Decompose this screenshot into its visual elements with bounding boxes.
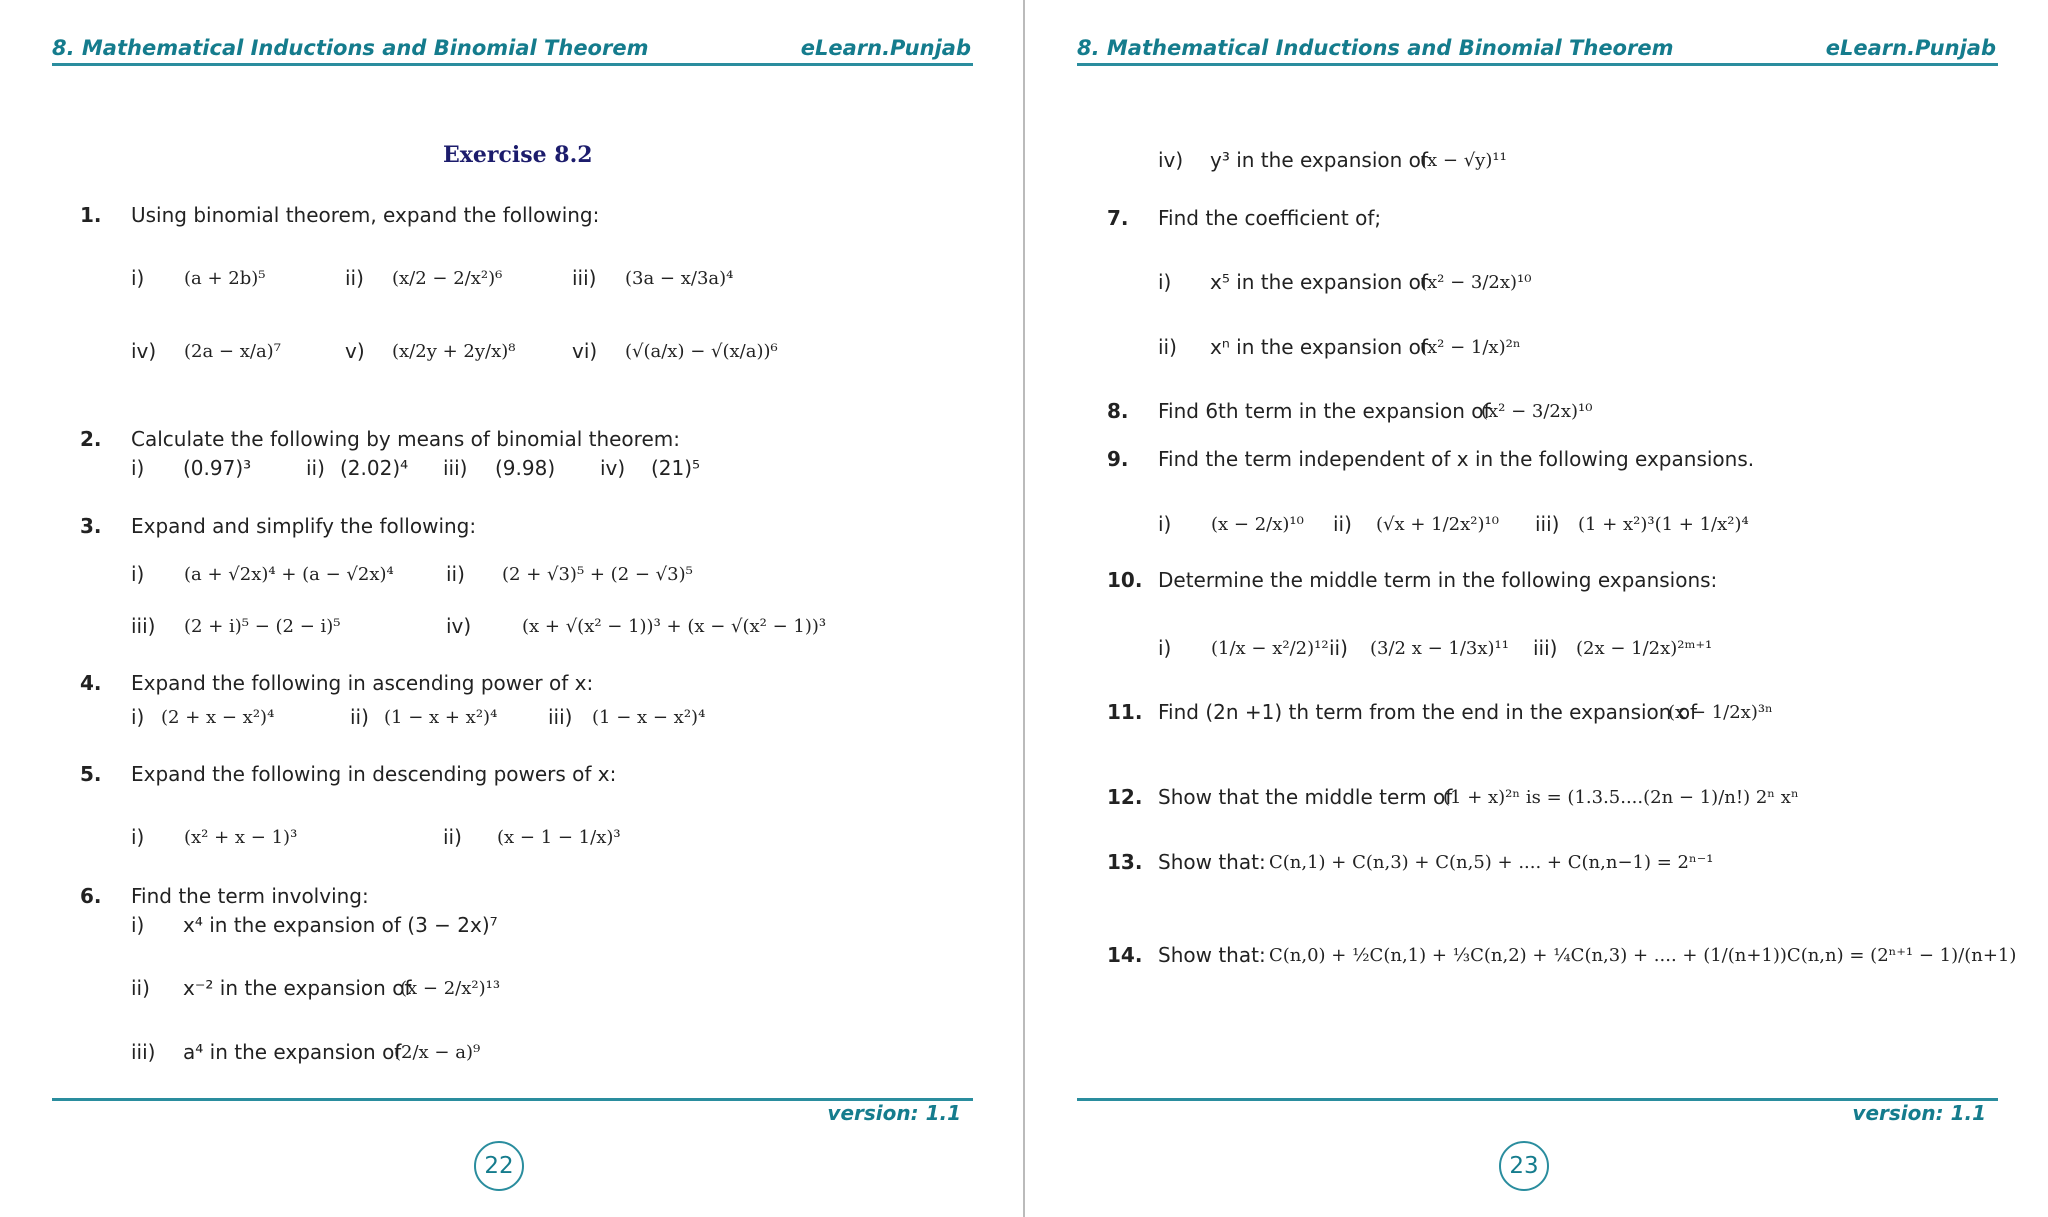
- question-number: 12.: [1107, 785, 1143, 809]
- math-expression: (3/2 x − 1/3x)¹¹: [1370, 638, 1509, 659]
- math-expression: (0.97)³: [183, 456, 252, 480]
- math-expression: (1/x − x²/2)¹²: [1211, 638, 1329, 659]
- question-number: 14.: [1107, 943, 1143, 967]
- math-expression: (x − 2/x)¹⁰: [1211, 514, 1304, 535]
- item-label: ii): [1158, 335, 1177, 359]
- item-text: xⁿ in the expansion of: [1210, 335, 1428, 359]
- item-label: ii): [1333, 512, 1352, 536]
- item-label: iv): [131, 339, 157, 363]
- math-expression: (x² − 3/2x)¹⁰: [1420, 272, 1532, 293]
- math-expression: (2/x − a)⁹: [394, 1042, 481, 1063]
- version-label: version: 1.1: [1852, 1101, 1986, 1125]
- question-text: Find 6th term in the expansion of: [1158, 399, 1491, 423]
- question-number: 7.: [1107, 206, 1129, 230]
- item-label: vi): [572, 339, 598, 363]
- question-text: Expand the following in descending powers of x:: [131, 762, 617, 786]
- question-text: Show that the middle term of: [1158, 785, 1453, 809]
- question-text: Using binomial theorem, expand the following:: [131, 203, 600, 227]
- question-number: 5.: [80, 762, 102, 786]
- item-label: iv): [446, 614, 472, 638]
- question-text: Determine the middle term in the following expansions:: [1158, 568, 1718, 592]
- chapter-header: 8. Mathematical Inductions and Binomial Theorem: [52, 36, 649, 60]
- math-expression: (a + √2x)⁴ + (a − √2x)⁴: [184, 564, 394, 585]
- math-expression: C(n,1) + C(n,3) + C(n,5) + .... + C(n,n−1) = 2ⁿ⁻¹: [1269, 852, 1714, 873]
- item-label: v): [345, 339, 365, 363]
- math-expression: (√x + 1/2x²)¹⁰: [1376, 514, 1499, 535]
- math-expression: (x − 1 − 1/x)³: [497, 827, 621, 848]
- header-rule: [1077, 63, 1998, 66]
- question-number: 6.: [80, 884, 102, 908]
- question-number: 9.: [1107, 447, 1129, 471]
- math-expression: (1 − x − x²)⁴: [592, 707, 706, 728]
- page-number: 23: [1499, 1141, 1549, 1191]
- item-label: iii): [131, 1040, 156, 1064]
- question-text: Expand the following in ascending power of x:: [131, 671, 594, 695]
- math-expression: (1 + x²)³(1 + 1/x²)⁴: [1578, 514, 1749, 535]
- question-text: Find the term involving:: [131, 884, 369, 908]
- math-expression: (2.02)⁴: [340, 456, 409, 480]
- math-expression: C(n,0) + ½C(n,1) + ⅓C(n,2) + ¼C(n,3) + .... + (1/(n+1))C(n,n) = (2ⁿ⁺¹ − 1)/(n+1): [1269, 945, 2017, 966]
- item-label: iii): [572, 266, 597, 290]
- item-label: i): [131, 562, 145, 586]
- question-text: Show that:: [1158, 850, 1266, 874]
- page-23: [1024, 0, 2048, 1217]
- item-text: x⁴ in the expansion of (3 − 2x)⁷: [183, 913, 498, 937]
- math-expression: (2 + √3)⁵ + (2 − √3)⁵: [502, 564, 693, 585]
- math-expression: (x − 1/2x)³ⁿ: [1668, 702, 1773, 723]
- question-text: Find the term independent of x in the following expansions.: [1158, 447, 1755, 471]
- item-text: y³ in the expansion of: [1210, 148, 1428, 172]
- brand-header: eLearn.Punjab: [1825, 36, 1996, 60]
- item-text: x⁻² in the expansion of: [183, 976, 412, 1000]
- math-expression: (1 + x)²ⁿ is = (1.3.5....(2n − 1)/n!) 2ⁿ xⁿ: [1443, 787, 1799, 808]
- item-label: ii): [131, 976, 150, 1000]
- question-number: 11.: [1107, 700, 1143, 724]
- item-label: iii): [443, 456, 468, 480]
- item-label: i): [131, 705, 145, 729]
- item-label: ii): [443, 825, 462, 849]
- item-label: ii): [350, 705, 369, 729]
- item-label: i): [131, 266, 145, 290]
- math-expression: (1 − x + x²)⁴: [384, 707, 498, 728]
- math-expression: (2a − x/a)⁷: [184, 341, 281, 362]
- math-expression: (2 + x − x²)⁴: [161, 707, 275, 728]
- item-text: a⁴ in the expansion of: [183, 1040, 402, 1064]
- item-label: i): [1158, 636, 1172, 660]
- chapter-header: 8. Mathematical Inductions and Binomial Theorem: [1077, 36, 1674, 60]
- item-text: x⁵ in the expansion of: [1210, 270, 1428, 294]
- math-expression: (2x − 1/2x)²ᵐ⁺¹: [1576, 638, 1713, 659]
- item-label: ii): [1329, 636, 1348, 660]
- item-label: iii): [548, 705, 573, 729]
- item-label: i): [131, 913, 145, 937]
- header-rule: [52, 63, 973, 66]
- math-expression: (x² + x − 1)³: [184, 827, 298, 848]
- item-label: i): [131, 456, 145, 480]
- math-expression: (x² − 1/x)²ⁿ: [1420, 337, 1521, 358]
- item-label: i): [1158, 512, 1172, 536]
- page-number: 22: [474, 1141, 524, 1191]
- item-label: iii): [1535, 512, 1560, 536]
- question-text: Show that:: [1158, 943, 1266, 967]
- math-expression: (x² − 3/2x)¹⁰: [1481, 401, 1593, 422]
- question-text: Calculate the following by means of binomial theorem:: [131, 427, 680, 451]
- exercise-title: Exercise 8.2: [443, 142, 593, 168]
- math-expression: (x − 2/x²)¹³: [400, 978, 501, 999]
- item-label: i): [131, 825, 145, 849]
- question-text: Find (2n +1) th term from the end in the expansion of: [1158, 700, 1698, 724]
- math-expression: (9.98): [495, 456, 556, 480]
- item-label: iv): [1158, 148, 1184, 172]
- item-label: i): [1158, 270, 1172, 294]
- question-number: 8.: [1107, 399, 1129, 423]
- math-expression: (2 + i)⁵ − (2 − i)⁵: [184, 616, 341, 637]
- question-number: 1.: [80, 203, 102, 227]
- question-number: 4.: [80, 671, 102, 695]
- item-label: iii): [131, 614, 156, 638]
- question-text: Find the coefficient of;: [1158, 206, 1382, 230]
- math-expression: (√(a/x) − √(x/a))⁶: [625, 341, 778, 362]
- math-expression: (x/2y + 2y/x)⁸: [392, 341, 516, 362]
- question-number: 10.: [1107, 568, 1143, 592]
- question-number: 3.: [80, 514, 102, 538]
- item-label: iii): [1533, 636, 1558, 660]
- question-number: 13.: [1107, 850, 1143, 874]
- item-label: iv): [600, 456, 626, 480]
- item-label: ii): [446, 562, 465, 586]
- brand-header: eLearn.Punjab: [800, 36, 971, 60]
- question-text: Expand and simplify the following:: [131, 514, 477, 538]
- item-label: ii): [345, 266, 364, 290]
- math-expression: (x + √(x² − 1))³ + (x − √(x² − 1))³: [522, 616, 827, 637]
- question-number: 2.: [80, 427, 102, 451]
- item-label: ii): [306, 456, 325, 480]
- version-label: version: 1.1: [827, 1101, 961, 1125]
- math-expression: (x − √y)¹¹: [1420, 150, 1507, 171]
- math-expression: (a + 2b)⁵: [184, 268, 266, 289]
- math-expression: (3a − x/3a)⁴: [625, 268, 734, 289]
- math-expression: (x/2 − 2/x²)⁶: [392, 268, 503, 289]
- math-expression: (21)⁵: [651, 456, 701, 480]
